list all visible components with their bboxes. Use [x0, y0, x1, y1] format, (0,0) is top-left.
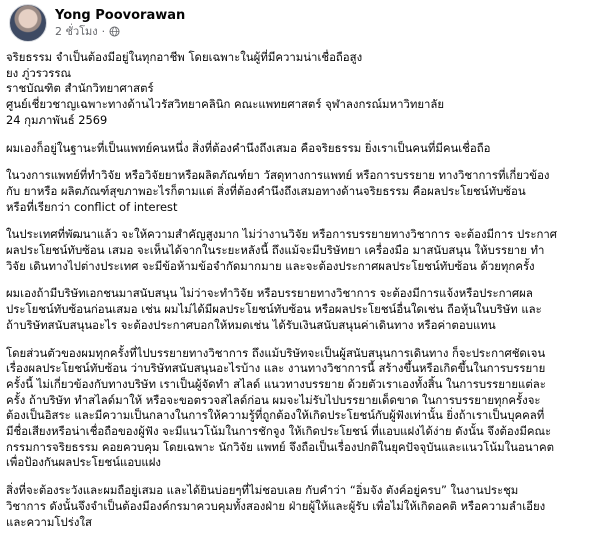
paragraph-line: ถ้าบริษัทสนับสนุนอะไร จะต้องประกาศบอกให้หมดเช่น ได้รับเงินสนับสนุนค่าเดินทาง หรือค่าตอบแทน — [6, 317, 496, 332]
paragraph-gap — [6, 129, 594, 141]
paragraph-line: จริยธรรม จำเป็นต้องมีอยู่ในทุกอาชีพ โดยเฉพาะในผู้ที่มีความน่าเชื่อถือสูง — [6, 50, 363, 64]
paragraph-line: ในวงการแพทย์ที่ทำวิจัย หรือวิจัยยาหรือผลิตภัณฑ์ยา วัสดุทางการแพทย์ หรือการบรรยาย ทางวิชาการที่เกี่ยวข้อง — [6, 168, 550, 183]
paragraph-gap — [6, 274, 594, 286]
paragraph-line: ยง ภู่วรวรรณ — [6, 65, 72, 80]
paragraph-line: ประโยชน์ทับซ้อนก่อนเสมอ เช่น ผมไม่ได้มีผลประโยชน์ทับซ้อน หรือผลประโยชน์อื่นใดเช่น ถือหุ้นในบริษัท และ — [6, 302, 542, 317]
paragraph-line: หรือที่เรียกว่า conflict of interest — [6, 199, 178, 214]
post-paragraph — [6, 141, 594, 157]
paragraph-line: กับ ยาหรือ ผลิตภัณฑ์สุขภาพอะไรก็ตามแต่ สิ่งที่ต้องคำนึงถึงเสมอทางด้านจริยธรรม คือผลประโยชน์ทับซ้อน — [6, 183, 526, 198]
post-paragraph — [6, 227, 594, 274]
paragraph-line: วิชาการ ดังนั้นจึงจำเป็นต้องมีองค์กรมาควบคุมทั้งสองฝ่าย ฝ่ายผู้ให้และผู้รับ เพื่อไม่ให้เกิดอคติ หรือความลำเอียง — [6, 498, 546, 513]
post-paragraph — [6, 50, 594, 129]
paragraph-gap — [6, 471, 594, 483]
paragraph-line: ผลประโยชน์ทับซ้อน เสมอ จะเห็นได้จากในระยะหลังนี้ ถึงแม้จะมีบริษัทยา เครื่องมือ มาสนับสนุน ให้บรรยาย ทำ — [6, 243, 545, 258]
paragraph-gap — [6, 215, 594, 227]
post-timestamp[interactable]: 2 ชั่วโมง — [55, 24, 98, 38]
post-paragraph — [6, 286, 594, 333]
paragraph-line: มีชื่อเสียงหรือน่าเชื่อถือของผู้ฟัง จะมีแนวโน้มในการชักจูง ให้เกิดประโยชน์ ที่แอบแฝงได้ง่าย ดังนั้น จึงต้องมีคณะ — [6, 424, 552, 439]
paragraph-line: ครั้งนี้ ไม่เกี่ยวข้องกับทางบริษัท เราเป็นผู้จัดทำ สไลด์ แนวทางบรรยาย ด้วยตัวเราเองทั้งสิ้น ในการบรรยายแต่ละ — [6, 376, 546, 391]
paragraph-line: วิจัย เดินทางไปต่างประเทศ จะมีข้อห้ามข้อจำกัดมากมาย และจะต้องประกาศผลประโยชน์ทับซ้อน ด้วยทุกครั้ง — [6, 258, 535, 273]
paragraph-line: ในประเทศที่พัฒนาแล้ว จะให้ความสำคัญสูงมาก ไม่ว่างานวิจัย หรือการบรรยายทางวิชาการ จะต้องมีการ ประกาศ — [6, 227, 558, 242]
post-header — [9, 4, 185, 42]
post-body — [6, 50, 594, 530]
paragraph-line: เพื่อป้องกันผลประโยชน์แอบแฝง — [6, 455, 161, 470]
paragraph-gap — [6, 156, 594, 168]
paragraph-line: ผมเองก็อยู่ในฐานะที่เป็นแพทย์คนหนึ่ง สิ่งที่ต้องคำนึงถึงเสมอ คือจริยธรรม ยิ่งเราเป็นคนที่มีคนเชื่อถือ — [6, 140, 491, 155]
paragraph-line: ครั้ง ถ้าบริษัท ทำสไลด์มาให้ หรือจะขอตรวจสไลด์ก่อน ผมจะไม่รับไปบรรยายเด็ดขาด ในการบรรยายทุกครั้งจะ — [6, 392, 541, 407]
paragraph-line: ต้องเป็นอิสระ และมีความเป็นกลางในการให้ความรู้ที่ถูกต้องให้เกิดประโยชน์กับผู้ฟังเท่านั้น ยิ่งถ้าเราเป็นบุคคลที่ — [6, 408, 545, 423]
paragraph-line: และความโปร่งใส — [6, 514, 92, 529]
post-paragraph — [6, 346, 594, 472]
paragraph-line: สิ่งที่จะต้องระวังและผมถือยู่เสมอ และได้ยินบ่อยๆที่ไม่ชอบเลย กับคำว่า “อิ่มจัง ตังค์อยู่ครบ” ในงานประชุม — [6, 483, 519, 498]
paragraph-line: โดยส่วนตัวของผมทุกครั้งที่ไปบรรยายทางวิชาการ ถึงแม้บริษัทจะเป็นผู้สนับสนุนการเดินทาง ก็จะประกาศชัดเจน — [6, 345, 546, 360]
paragraph-line: ศูนย์เชี่ยวชาญเฉพาะทางด้านไวรัสวิทยาคลินิก คณะแพทยศาสตร์ จุฬาลงกรณ์มหาวิทยาลัย — [6, 97, 445, 112]
globe-icon[interactable] — [109, 26, 120, 37]
post-paragraph — [6, 483, 594, 530]
post-paragraph — [6, 168, 594, 215]
paragraph-line: 24 กุมภาพันธ์ 2569 — [6, 112, 108, 127]
post-meta — [55, 8, 185, 39]
post-subline — [55, 25, 185, 39]
paragraph-gap — [6, 334, 594, 346]
paragraph-line: กรรมการจริยธรรม คอยควบคุม โดยเฉพาะ นักวิจัย แพทย์ จึงถือเป็นเรื่องปกติในยุคปัจจุบันและแนวโน้มในอนาคต — [6, 439, 554, 454]
avatar[interactable] — [9, 4, 47, 42]
author-name[interactable]: Yong Poovorawan — [55, 7, 186, 23]
paragraph-line: ราชบัณฑิต สำนักวิทยาศาสตร์ — [6, 81, 154, 96]
separator-dot: · — [101, 24, 106, 38]
paragraph-line: เรื่องผลประโยชน์ทับซ้อน ว่าบริษัทสนับสนุนอะไรบ้าง และ งานทางวิชาการนี้ สร้างขึ้นหรือเกิดขึ้นในการบรรยาย — [6, 361, 546, 376]
paragraph-line: ผมเองถ้ามีบริษัทเอกชนมาสนับสนุน ไม่ว่าจะทำวิจัย หรือบรรยายทางวิชาการ จะต้องมีการแจ้งหรือประกาศผล — [6, 286, 533, 301]
